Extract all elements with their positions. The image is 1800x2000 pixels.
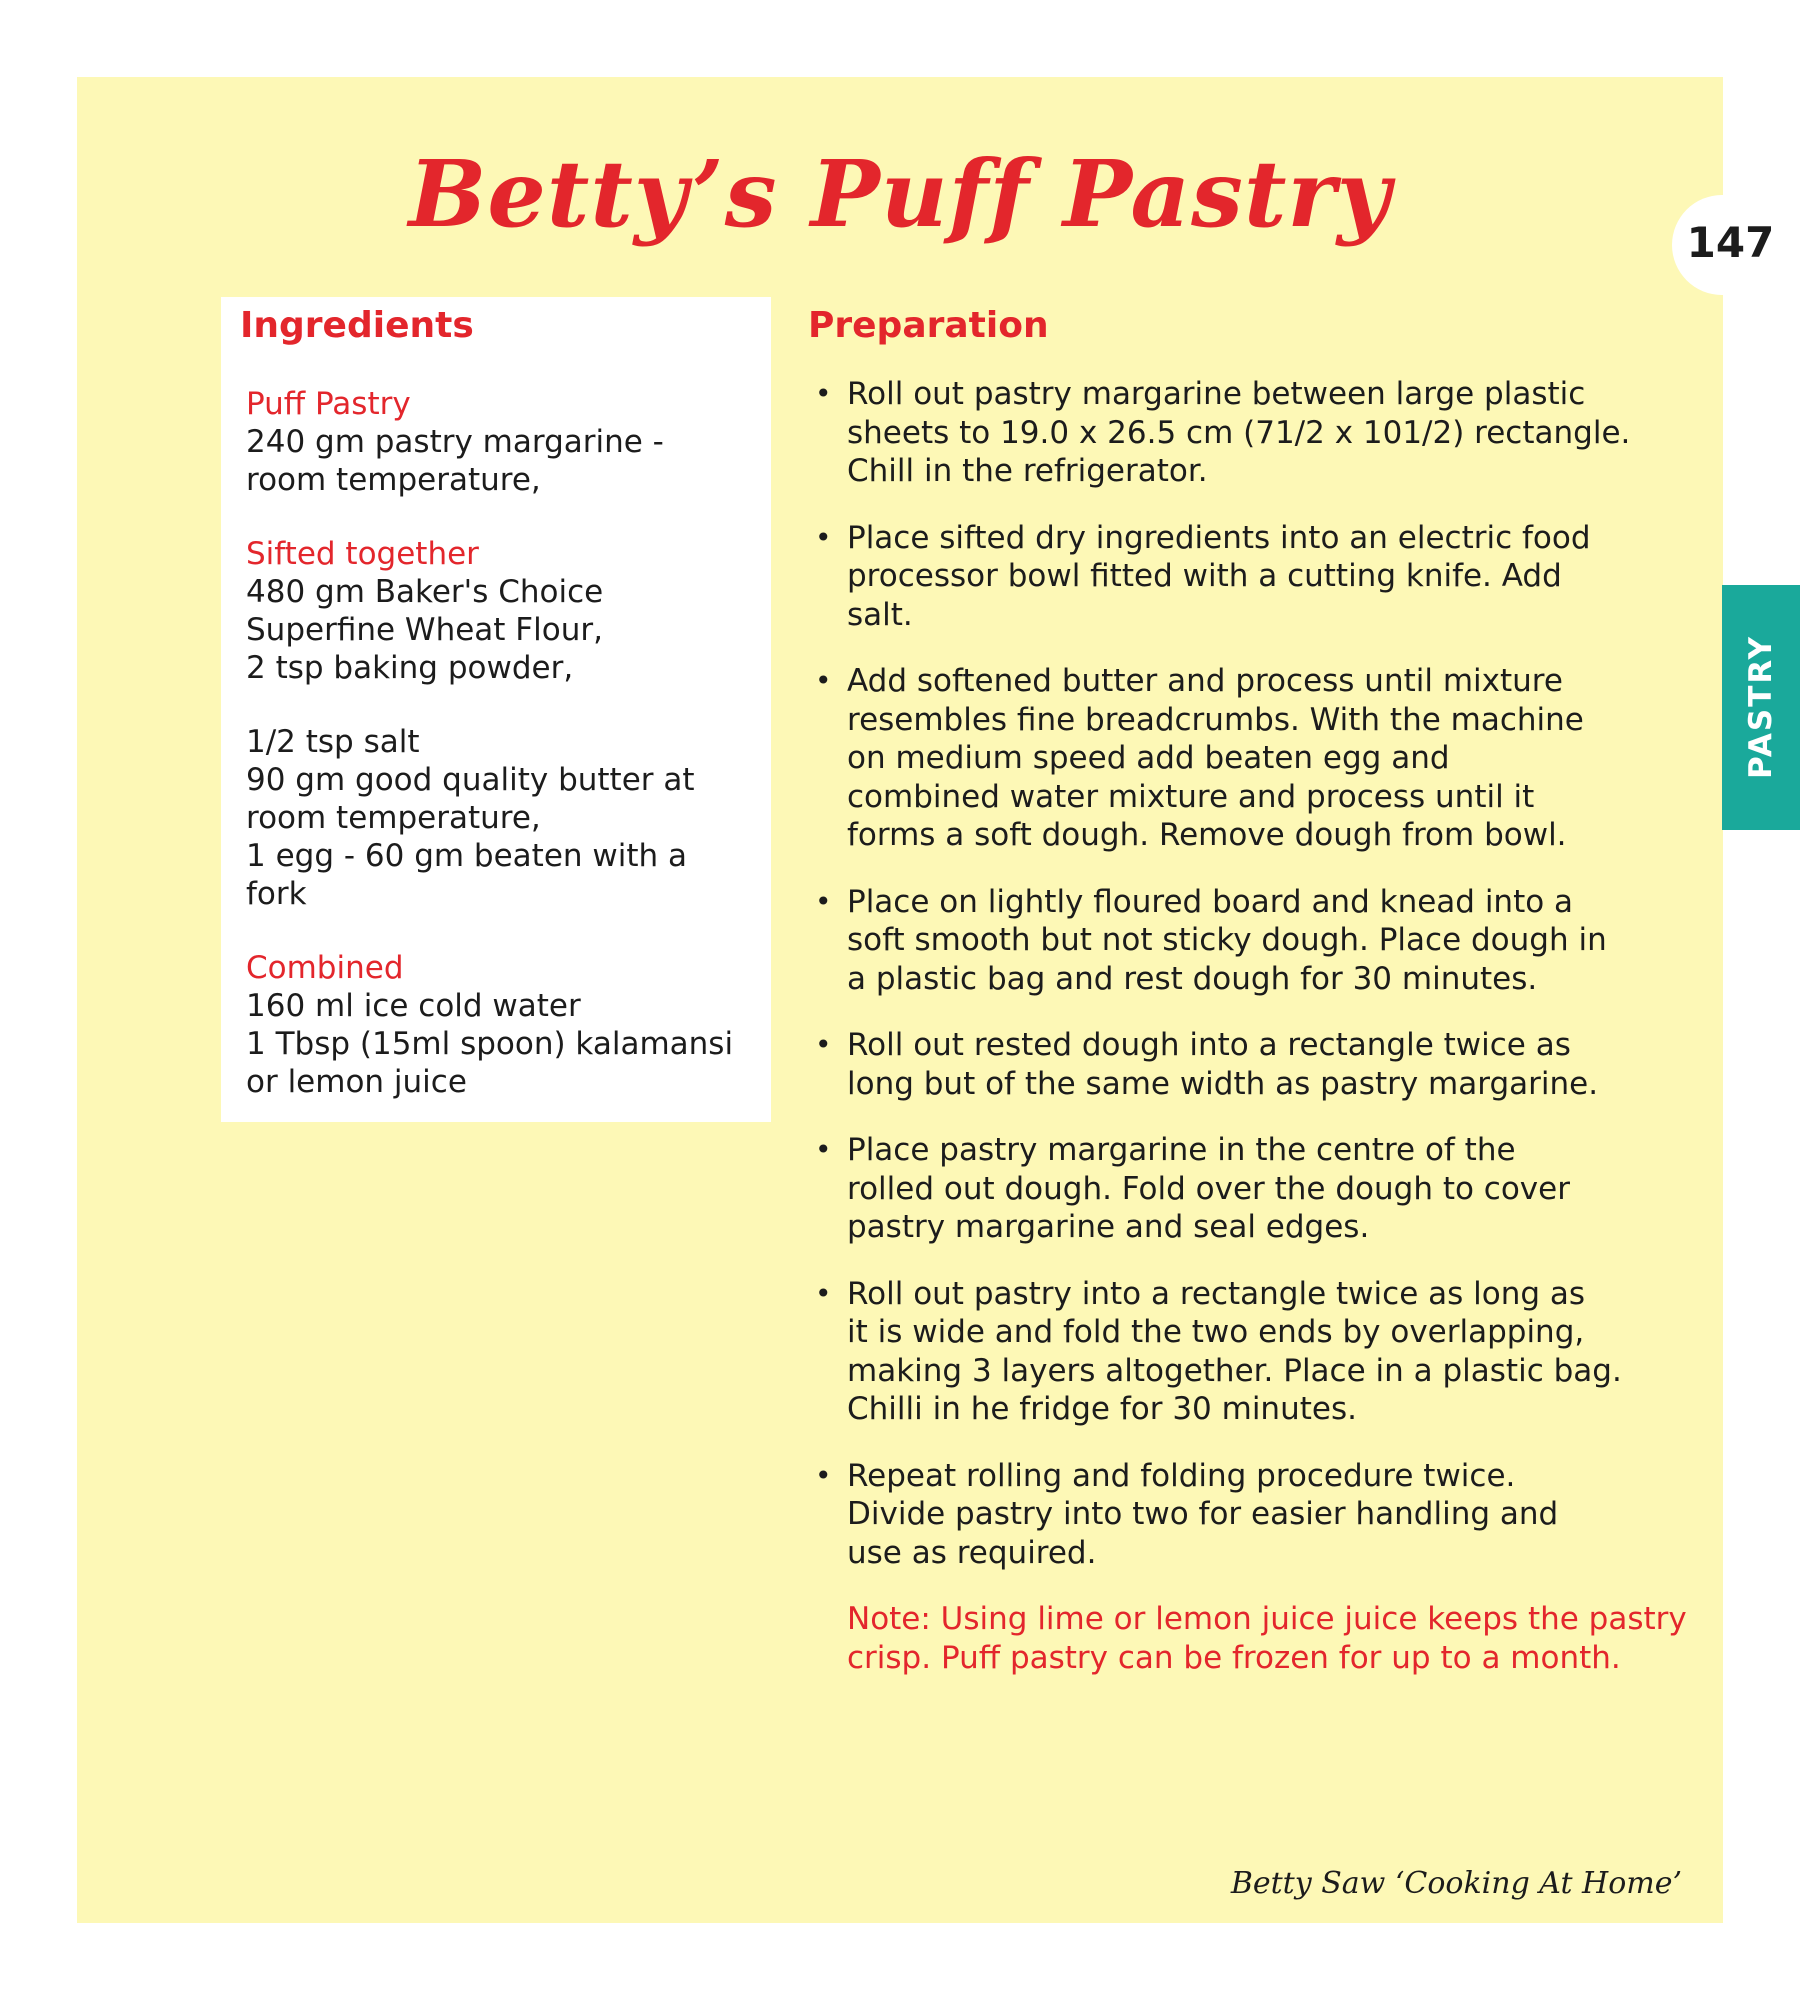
ingredients-heading: Ingredients [240,305,474,346]
ingredient-group [246,723,766,913]
step-line: pastry margarine and seal edges. [847,1209,1370,1245]
step-line: forms a soft dough. Remove dough from bowl. [847,817,1567,853]
step-line: Add softened butter and process until mixture [847,663,1563,699]
bullet-icon: • [815,664,832,697]
note-line: crisp. Puff pastry can be frozen for up to a month. [847,1639,1621,1676]
preparation-step [815,662,1715,855]
ingredient-subheading: Combined [246,950,404,986]
preparation-step [815,1457,1715,1573]
ingredient-line: 480 gm Baker's Choice [246,574,604,610]
bullet-icon: • [815,884,832,918]
bullet-icon: • [815,377,832,410]
preparation-step [815,883,1715,999]
ingredient-line: fork [246,876,307,912]
bullet-icon: • [815,1028,832,1061]
section-tab-label: PASTRY [1743,635,1779,779]
ingredient-line: 160 ml ice cold water [246,988,581,1024]
step-line: processor bowl fitted with a cutting knife. Add [847,558,1562,594]
ingredient-group [246,535,766,687]
step-line: use as required. [847,1534,1097,1571]
step-line: Roll out pastry margarine between large plastic [847,376,1586,412]
preparation-step [815,1026,1715,1103]
step-line: long but of the same width as pastry margarine. [847,1065,1599,1102]
bullet-icon: • [815,520,832,554]
step-line: Divide pastry into two for easier handling and [847,1496,1559,1532]
ingredient-line: 1 Tbsp (15ml spoon) kalamansi [246,1026,734,1062]
step-line: Repeat rolling and folding procedure twice. [847,1457,1516,1494]
ingredient-subheading: Sifted together [246,536,479,572]
step-line: Roll out rested dough into a rectangle twice as [847,1027,1571,1063]
book-credit: Betty Saw ‘Cooking At Home’ [1230,1866,1682,1901]
bullet-icon: • [815,1133,832,1166]
page-number: 147 [1686,218,1775,267]
ingredient-group [246,385,766,499]
step-line: rolled out dough. Fold over the dough to cover [847,1170,1570,1207]
page-title: Betty’s Puff Pastry [408,140,1392,248]
bullet-icon: • [815,1276,832,1310]
step-line: combined water mixture and process until it [847,778,1535,815]
preparation-step [815,375,1715,491]
step-line: Place sifted dry ingredients into an electric food [847,519,1591,556]
step-line: Place on lightly floured board and knead into a [847,883,1574,920]
step-line: on medium speed add beaten egg and [847,740,1450,776]
ingredient-line: 240 gm pastry margarine - [246,424,664,460]
preparation-heading: Preparation [808,305,1049,346]
step-line: Roll out pastry into a rectangle twice as long as [847,1275,1586,1312]
step-line: Chill in the refrigerator. [847,453,1208,489]
step-line: Place pastry margarine in the centre of the [847,1132,1516,1168]
step-line: soft smooth but not sticky dough. Place dough in [847,922,1607,958]
ingredient-line: 1/2 tsp salt [246,724,420,760]
ingredient-line: 1 egg - 60 gm beaten with a [246,838,688,874]
step-line: sheets to 19.0 x 26.5 cm (71/2 x 101/2) rectangle. [847,414,1631,451]
ingredient-line: 2 tsp baking powder, [246,650,574,686]
preparation-step [815,1131,1715,1247]
ingredient-line: Superfine Wheat Flour, [246,612,603,648]
step-line: resembles fine breadcrumbs. With the machine [847,701,1584,738]
ingredient-subheading: Puff Pastry [246,386,411,422]
step-line: Chilli in he fridge for 30 minutes. [847,1391,1357,1427]
ingredient-line: room temperature, [246,800,541,836]
step-line: making 3 layers altogether. Place in a plastic bag. [847,1352,1622,1389]
ingredients-list [246,385,766,1137]
ingredient-group [246,949,766,1101]
step-line: salt. [847,596,913,633]
ingredient-line: 90 gm good quality butter at [246,762,695,798]
preparation-list [815,375,1715,1677]
note-line: Note: Using lime or lemon juice juice keeps the pastry [847,1601,1687,1637]
ingredient-line: or lemon juice [246,1064,467,1100]
preparation-note [815,1600,1715,1677]
ingredient-line: room temperature, [246,462,541,498]
step-line: a plastic bag and rest dough for 30 minutes. [847,960,1538,997]
preparation-step [815,519,1715,635]
step-line: it is wide and fold the two ends by overlapping, [847,1314,1585,1350]
bullet-icon: • [815,1458,832,1492]
preparation-step [815,1275,1715,1429]
